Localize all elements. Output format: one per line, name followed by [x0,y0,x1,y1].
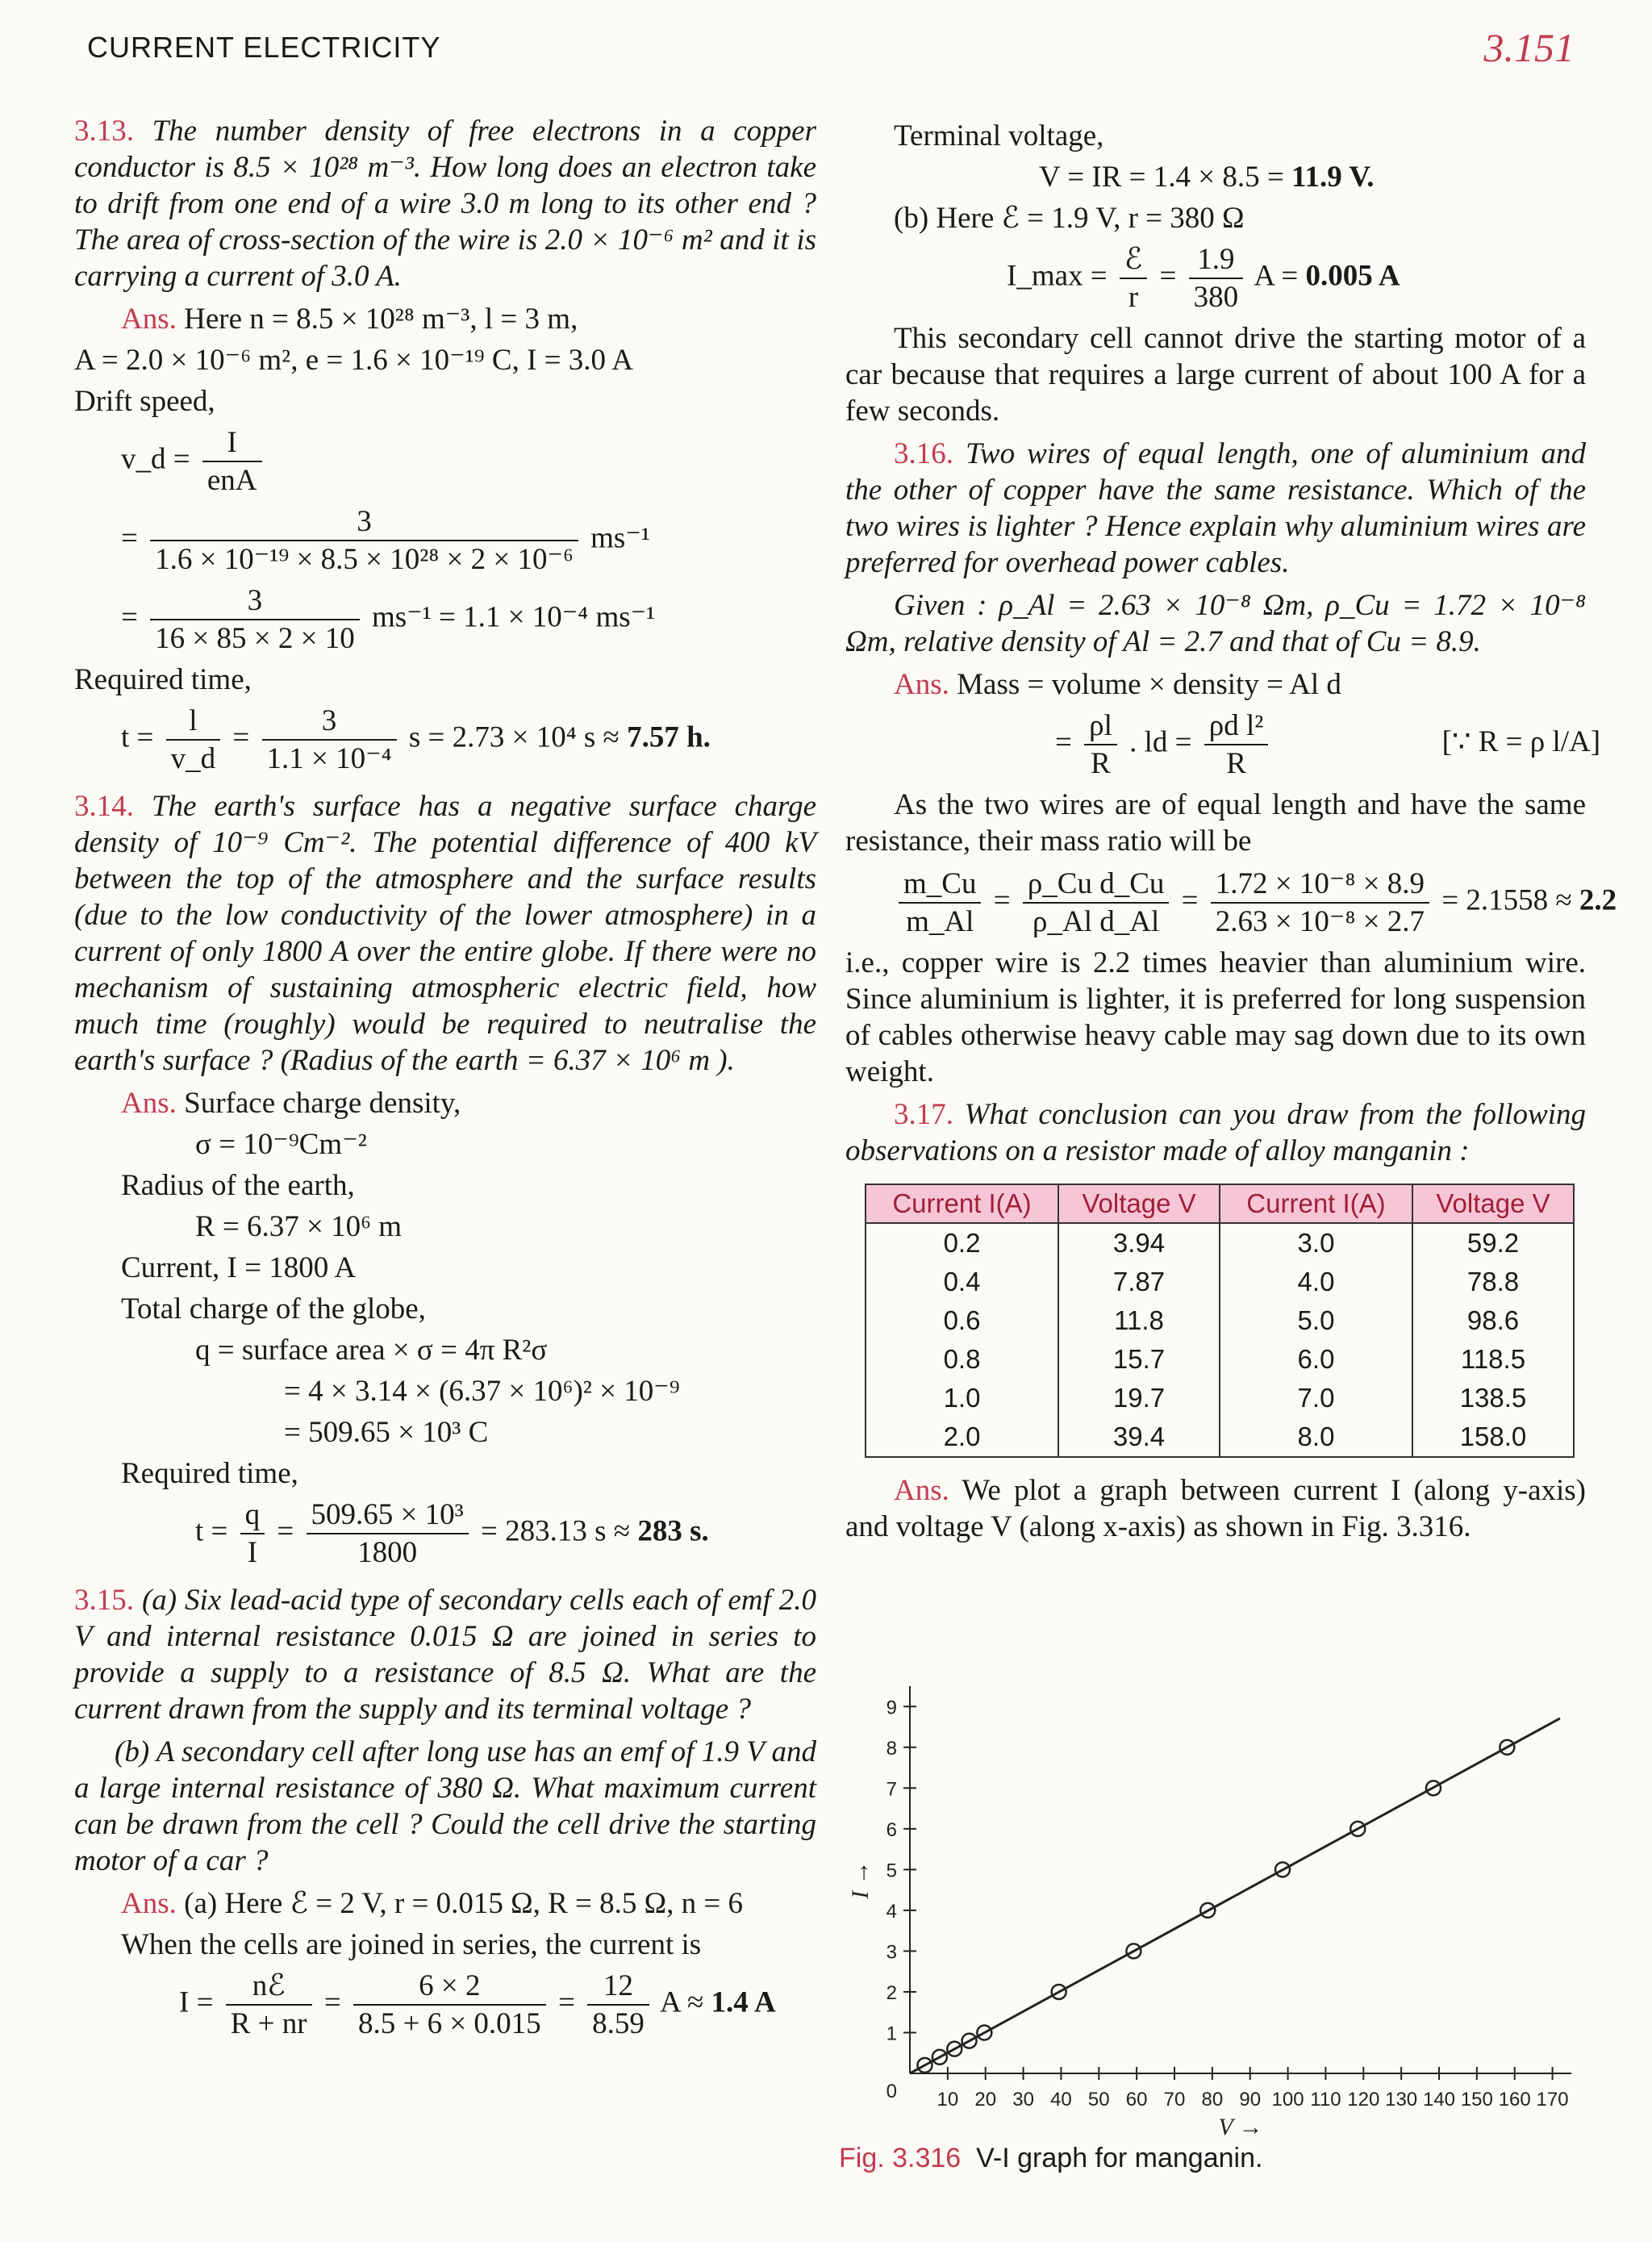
table-cell: 5.0 [1220,1301,1412,1340]
x-tick-label: 90 [1239,2089,1262,2110]
fraction [1084,708,1117,782]
final-answer: 7.57 h. [627,720,711,754]
question-number: 3.17. [894,1098,953,1131]
denominator: v_d [170,742,216,775]
table-header-row [866,1184,1574,1223]
question-text: Two wires of equal length, one of aluminium and the other of copper have the same resistance. Which of the two wires is lighter ? Hence explain why aluminium wires are preferred for overhead power cables. [845,437,1587,579]
eq-lhs: t = [195,1514,228,1548]
denominator: 1.6 × 10⁻¹⁹ × 8.5 × 10²⁸ × 2 × 10⁻⁶ [155,543,574,576]
table-cell: 19.7 [1058,1379,1220,1417]
table-cell: 3.94 [1058,1223,1220,1263]
x-tick-label: 60 [1125,2089,1148,2110]
answer-line: (b) Here ℰ = 1.9 V, r = 380 Ω [894,202,1245,235]
table-cell: 6.0 [1220,1340,1412,1379]
figure-caption [839,2143,1262,2174]
table-cell: 2.0 [866,1417,1058,1457]
answer-line: = 509.65 × 10³ C [284,1416,489,1449]
paragraph: i.e., copper wire is 2.2 times heavier than aluminium wire. Since aluminium is lighter, it is preferred for long suspension of cables otherwise heavy cable may sag down due to its own weight. [845,946,1586,1088]
question-text-a: (a) Six lead-acid type of secondary cells each of emf 2.0 V and internal resistance 0.015 Ω are joined in series to provide a supply to a resistance of 8.5 Ω. What are the current drawn from the supply and its terminal voltage ? [74,1584,817,1726]
denominator: R + nr [230,2007,307,2040]
table-cell: 158.0 [1412,1417,1574,1457]
table-cell: 7.87 [1058,1263,1220,1301]
fit-line [910,1718,1560,2073]
question-text: The number density of free electrons in a copper conductor is 8.5 × 10²⁸ m⁻³. How long does an electron take to drift from one end of a wire 3.0 m long to its other end ? The area of cross-section of the wire is 2.0 × 10⁻⁶ m² and it is carrying a current of 3.0 A. [74,115,816,293]
table-cell: 8.0 [1220,1417,1412,1457]
result: s = 2.73 × 10⁴ s ≈ [408,720,620,754]
unit: ms⁻¹ [590,521,650,555]
answer-label: Ans. [121,303,177,336]
answer-label: Ans. [121,1087,177,1120]
final-answer: 283 s. [637,1514,709,1548]
numerator: 509.65 × 10³ [307,1497,469,1534]
x-tick-label: 170 [1536,2089,1569,2110]
denominator: 8.5 + 6 × 0.015 [357,2007,541,2040]
figure-number: Fig. 3.316 [839,2143,962,2173]
table-cell: 3.0 [1220,1223,1412,1263]
table-cell: 4.0 [1220,1263,1412,1301]
x-axis-label: V → [1218,2114,1263,2138]
eq-lhs: t = [121,720,154,754]
answer-line: Terminal voltage, [894,119,1104,152]
fraction [899,866,981,940]
answer-line: Drift speed, [74,385,215,418]
question-3-17 [845,1096,1586,1169]
answer-line [845,666,1586,703]
denominator: 1800 [357,1536,418,1569]
numerator: 1.72 × 10⁻⁸ × 8.9 [1211,866,1429,904]
numerator: 3 [262,703,397,741]
answer-line: Total charge of the globe, [121,1292,426,1326]
denominator: R [1091,747,1111,780]
table-cell: 15.7 [1058,1340,1220,1379]
table-cell: 1.0 [866,1379,1058,1417]
equation-time: t = $\frac{l}{v\_d}$ = $\frac{3}{\text{1.1 × 10⁻⁴}}$ s = 2.73 × 10⁴ s ≈ 7.57 h. [121,704,711,775]
question-number: 3.15. [74,1584,134,1617]
left-column [74,113,816,2047]
answer-line [74,1085,816,1121]
y-tick-label: 9 [886,1697,897,1719]
fraction [1023,866,1170,940]
numerator: 6 × 2 [353,1968,546,2006]
denominator: I [247,1536,258,1569]
equation-imax: I_max = $\frac{\text{ℰ}}{r}$ = $\frac{1.9}{380}$ A = 0.005 A [1007,243,1400,314]
right-column [845,113,1617,1551]
answer-line: = 4 × 3.14 × (6.37 × 10⁶)² × 10⁻⁹ [284,1375,680,1408]
table-cell: 0.2 [866,1223,1058,1263]
table-cell: 59.2 [1412,1223,1574,1263]
y-tick-label: 8 [886,1737,897,1760]
paragraph: As the two wires are of equal length and have the same resistance, their mass ratio will be [845,788,1586,858]
numerator: 3 [150,582,360,620]
answer-line: A = 2.0 × 10⁻⁶ m², e = 1.6 × 10⁻¹⁹ C, I = 3.0 A [74,344,633,377]
fraction [240,1497,265,1571]
fraction [226,1968,312,2042]
final-answer: 1.4 A [711,1985,776,2019]
answer-line: σ = 10⁻⁹Cm⁻² [195,1128,367,1161]
table-cell: 7.0 [1220,1379,1412,1417]
fraction [1204,708,1269,782]
table-cell: 0.6 [866,1301,1058,1340]
numerator: q [240,1497,265,1534]
x-tick-label: 40 [1050,2089,1072,2110]
table-cell: 0.8 [866,1340,1058,1379]
y-tick-label: 7 [886,1778,897,1801]
answer-paragraph [845,1472,1586,1545]
fraction [1120,241,1147,315]
x-tick-label: 110 [1310,2089,1341,2110]
denominator: 380 [1193,281,1239,314]
equation-current: I = $\frac{\text{nℰ}}{R + nr}$ = $\frac{6 \times 2}{8.5 + 6 \times 0.015}$ = $\frac{12}{8.59}$ A ≈ 1.4 A [179,1969,776,2040]
answer-line: q = surface area × σ = 4π R²σ [195,1334,548,1367]
equation: V = IR = 1.4 × 8.5 = [1039,161,1284,194]
table-row [866,1263,1574,1301]
fraction [262,703,397,777]
final-answer: 0.005 A [1305,259,1400,293]
answer-label: Ans. [894,1474,949,1507]
denominator: R [1226,747,1246,780]
numerator: ρ_Cu d_Cu [1023,866,1170,904]
question-number: 3.13. [74,115,134,148]
question-3-15 [74,1582,816,1727]
table-cell: 138.5 [1412,1379,1574,1417]
y-tick-label: 5 [886,1860,897,1882]
denominator: r [1128,281,1139,314]
x-tick-label: 30 [1012,2089,1034,2110]
table-cell: 39.4 [1058,1417,1220,1457]
equation-time: t = $\frac{q}{I}$ = $\frac{\text{509.65 × 10³}}{1800}$ = 283.13 s ≈ 283 s. [195,1498,709,1569]
answer-line: R = 6.37 × 10⁶ m [195,1210,403,1243]
x-tick-label: 120 [1347,2089,1380,2110]
table-cell: 0.4 [866,1263,1058,1301]
question-number: 3.14. [74,790,134,823]
y-axis-label: I → [847,1860,874,1899]
y-tick-label: 1 [886,2023,897,2045]
eq-lhs: I_max = [1007,259,1108,293]
answer-text: Here n = 8.5 × 10²⁸ m⁻³, l = 3 m, [184,303,578,336]
y-tick-label: 2 [886,1981,897,2004]
denominator: 1.1 × 10⁻⁴ [266,742,392,775]
denominator: m_Al [906,905,974,938]
x-tick-label: 20 [974,2089,997,2110]
question-text-b: (b) A secondary cell after long use has an emf of 1.9 V and a large internal resistance of 380 Ω. What maximum current can be drawn from the cell ? Could the cell drive the starting motor of a car ? [74,1735,816,1877]
table-cell: 11.8 [1058,1301,1220,1340]
answer-line: Required time, [121,1457,298,1490]
result: ms⁻¹ = 1.1 × 10⁻⁴ ms⁻¹ [371,600,656,634]
denominator: enA [206,464,257,497]
equation-terminal-voltage [845,159,1586,195]
denominator: 16 × 85 × 2 × 10 [155,622,355,655]
numerator: ρd l² [1204,708,1269,745]
equation-vd [74,424,816,499]
final-answer: 11.9 V. [1291,161,1375,194]
column-header: Voltage V [1412,1184,1574,1223]
answer-line: Current, I = 1800 A [121,1251,357,1284]
x-tick-label: 140 [1422,2089,1456,2110]
result: A ≈ [660,1985,704,2019]
denominator: ρ_Al d_Al [1032,905,1160,938]
eq-lhs: I = [179,1985,214,2019]
table-row [866,1223,1574,1263]
x-tick-label: 50 [1087,2089,1110,2110]
x-tick-label: 160 [1498,2089,1531,2110]
numerator: 12 [587,1968,649,2006]
vi-graph [845,1670,1586,2138]
numerator: I [202,424,262,462]
column-header: Current I(A) [1220,1184,1412,1223]
answer-label: Ans. [894,668,949,701]
fraction [150,582,360,657]
result: = 283.13 s ≈ [481,1514,631,1548]
given-data: Given : ρ_Al = 2.63 × 10⁻⁸ Ωm, ρ_Cu = 1.72 × 10⁻⁸ Ωm, relative density of Al = 2.7 and that of Cu = 8.9. [845,589,1586,658]
x-tick-label: 80 [1201,2089,1224,2110]
origin-label: 0 [886,2081,897,2102]
observation-table [865,1184,1575,1458]
fraction [587,1968,649,2042]
table-row [866,1301,1574,1340]
numerator: nℰ [226,1968,312,2006]
table-cell: 78.8 [1412,1263,1574,1301]
eq-mid: . ld = [1129,725,1192,759]
answer-text: (a) Here ℰ = 2 V, r = 0.015 Ω, R = 8.5 Ω, n = 6 [184,1887,743,1920]
answer-text: We plot a graph between current I (along y-axis) and voltage V (along x-axis) as shown in Fig. 3.316. [845,1474,1586,1543]
numerator: m_Cu [899,866,981,904]
numerator: ρl [1084,708,1117,745]
answer-line [74,1885,816,1922]
x-tick-label: 150 [1460,2089,1493,2110]
answer-line [74,301,816,337]
fraction [166,703,221,777]
result: = 2.1558 ≈ [1441,883,1572,917]
denominator: 2.63 × 10⁻⁸ × 2.7 [1215,905,1425,938]
y-tick-label: 6 [886,1818,897,1841]
question-3-16 [845,436,1586,581]
question-number: 3.16. [894,437,953,470]
fraction [202,424,262,499]
table-cell: 118.5 [1412,1340,1574,1379]
final-answer: 2.2 [1579,883,1617,917]
table-row [866,1379,1574,1417]
column-header: Current I(A) [866,1184,1058,1223]
y-tick-label: 3 [886,1941,897,1964]
eq-lhs: v_d = [121,442,190,476]
numerator: ℰ [1120,241,1147,279]
fraction [1189,241,1244,315]
running-header-chapter: CURRENT ELECTRICITY [87,31,441,64]
x-tick-label: 130 [1385,2089,1418,2110]
result: A = [1254,259,1299,293]
fraction [307,1497,469,1571]
column-header: Voltage V [1058,1184,1220,1223]
equation-mass: = $\frac{\rho l}{R}$ . ld = $\frac{\text{ρd l²}}{R}$ [∵ R = ρ l/A] [1055,709,1601,780]
answer-label: Ans. [121,1887,177,1920]
answer-line: When the cells are joined in series, the current is [121,1928,702,1961]
hint: [∵ R = ρ l/A] [1441,725,1601,759]
table-cell: 98.6 [1412,1301,1574,1340]
answer-text: Surface charge density, [184,1087,461,1120]
answer-line: Required time, [74,663,252,696]
question-text: The earth's surface has a negative surface charge density of 10⁻⁹ Cm⁻². The potential difference of 400 kV between the top of the atmosphere and the surface results (due to the low conductivity of the lower atmosphere) in a current of only 1800 A over the entire globe. If there were no mechanism of sustaining atmospheric electric field, how much time (roughly) would be required to neutralise the earth's surface ? (Radius of the earth = 6.37 × 10⁶ m ). [74,790,817,1077]
figure-caption-text: V-I graph for manganin. [976,2143,1263,2173]
denominator: 8.59 [592,2007,645,2040]
x-tick-label: 10 [937,2089,959,2110]
numerator: 3 [150,503,578,541]
answer-line: Radius of the earth, [121,1169,355,1202]
question-text: What conclusion can you draw from the following observations on a resistor made of alloy manganin : [845,1098,1587,1167]
equation-step: = $\frac{3}{\text{1.6 × 10⁻¹⁹ × 8.5 × 10²⁸ × 2 × 10⁻⁶}}$ ms⁻¹ [121,505,650,576]
fraction [353,1968,546,2042]
x-tick-label: 70 [1163,2089,1186,2110]
numerator: 1.9 [1189,241,1244,279]
table-row [866,1417,1574,1457]
answer-text: Mass = volume × density = Al d [957,668,1341,701]
numerator: l [166,703,221,741]
question-3-13 [74,113,816,294]
equation-mass-ratio: $\frac{m\_Cu}{m\_Al}$ = $\frac{\text{ρ\_Cu d\_Cu}}{\text{ρ\_Al d\_Al}}$ = $\frac{\text{1.72 × 10⁻⁸ × 8.9}}{\text{2.63 × 10⁻⁸ × 2.7}}$ = 2.1558 ≈ 2.2 [845,866,1586,940]
equation-step: = $\frac{3}{16 \times 85 \times 2 \times 10}$ ms⁻¹ = 1.1 × 10⁻⁴ ms⁻¹ [121,584,656,655]
y-tick-label: 4 [886,1900,897,1923]
paragraph: This secondary cell cannot drive the starting motor of a car because that requires a large current of about 100 A for a few seconds. [845,322,1586,428]
fraction [150,503,578,578]
fraction [1211,866,1429,940]
x-tick-label: 100 [1271,2089,1304,2110]
page-number: 3.151 [1483,25,1575,70]
question-3-14 [74,788,816,1079]
table-row [866,1340,1574,1379]
